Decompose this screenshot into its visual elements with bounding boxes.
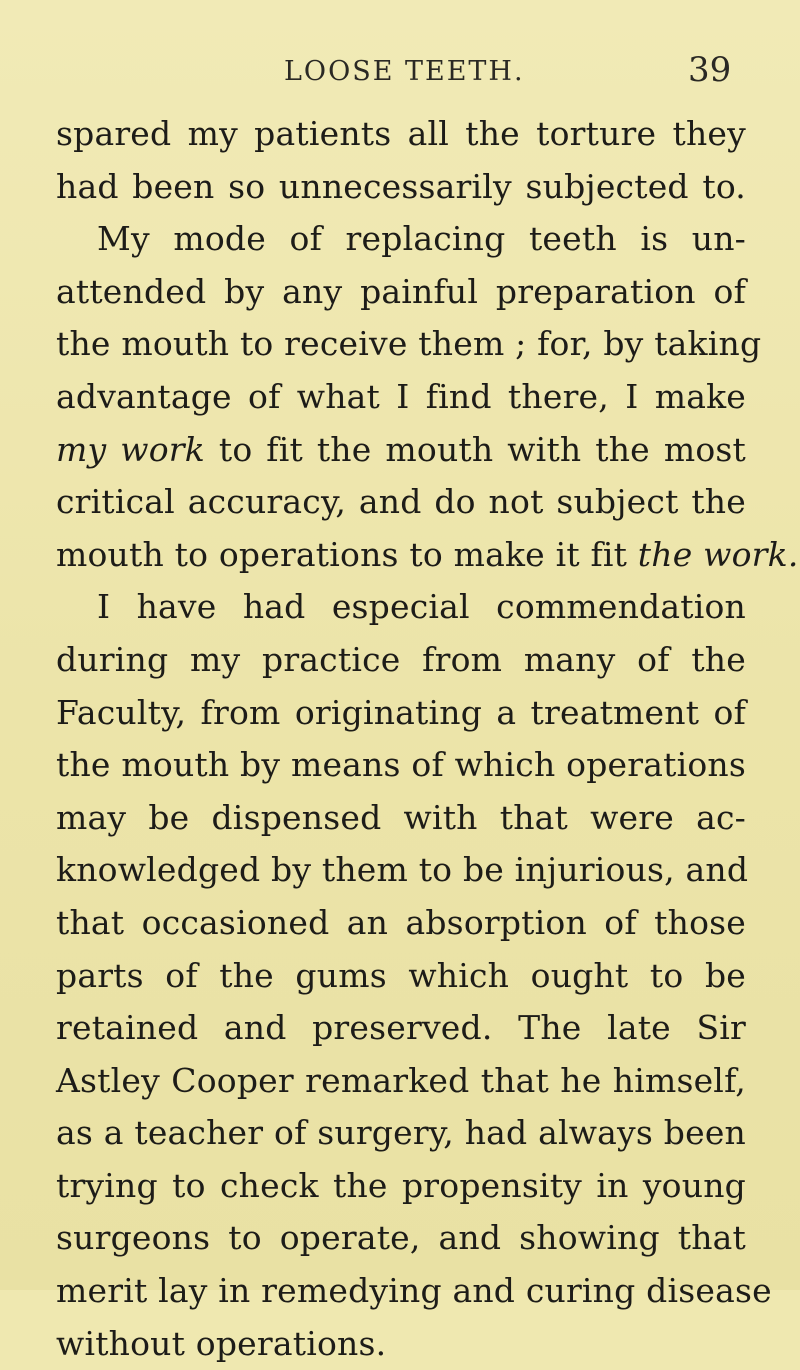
paragraph-end-line: without operations. [56,1323,387,1363]
body-text [56,108,799,1370]
paragraph-start-line: My mode of replacing teeth is un- [97,219,746,259]
italic-phrase: my work [56,429,205,469]
text-line: Astley Cooper remarked that he himself, [56,1060,746,1100]
text-line: may be dispensed with that were ac- [56,797,746,837]
text-line: parts of the gums which ought to be [56,955,746,995]
text-line: attended by any painful preparation of [56,271,746,311]
text-line: surgeons to operate, and showing that [56,1218,746,1258]
text-line: retained and preserved. The late Sir [56,1008,746,1048]
running-title: LOOSE TEETH. [284,56,525,87]
text-line: critical accuracy, and do not subject the [56,482,746,522]
text-line: as a teacher of surgery, had always been [56,1113,746,1153]
text-line: the mouth to receive them ; for, by taking [56,324,762,364]
paragraph-start-line: I have had especial commendation [97,587,746,627]
line-text: mouth to operations to make it fit [56,534,638,574]
text-line: spared my patients all the torture they [56,114,746,153]
text-line: had been so unnecessarily subjected to. [56,166,746,206]
text-line [56,424,746,477]
text-line [56,529,799,582]
text-line: trying to check the propensity in young [56,1165,746,1205]
text-line: merit lay in remedying and curing disease [56,1271,772,1311]
text-line: advantage of what I find there, I make [56,376,746,416]
italic-phrase: the work. [637,534,799,574]
text-line: knowledged by them to be injurious, and [56,850,749,890]
running-head [0,50,800,90]
text-line: Faculty, from originating a treatment of [56,692,746,732]
page-number: 39 [688,50,732,90]
text-line: that occasioned an absorption of those [56,902,746,942]
text-line: the mouth by means of which operations [56,745,746,785]
text-line: during my practice from many of the [56,639,746,679]
line-text: to fit the mouth with the most [204,429,746,469]
